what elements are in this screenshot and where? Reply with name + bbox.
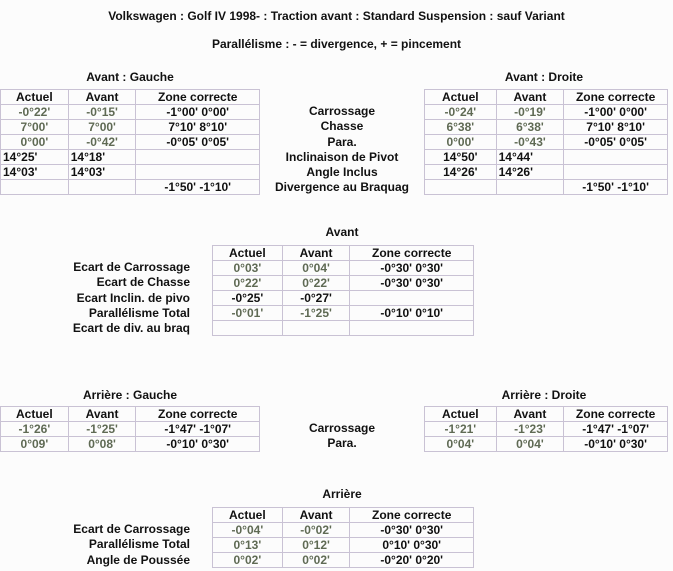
cell-zone: -0°30' 0°30' xyxy=(350,276,474,291)
cell-zone: -0°30' 0°30' xyxy=(350,523,474,538)
cell-actuel: 14°50' xyxy=(425,150,497,165)
rear-diff-table xyxy=(212,507,474,568)
cell-actuel: -0°24' xyxy=(425,105,497,120)
cell-actuel: 14°26' xyxy=(425,165,497,180)
col-zone: Zone correcte xyxy=(136,407,260,422)
row-label: Ecart de Carrossage xyxy=(73,522,190,536)
col-actuel: Actuel xyxy=(1,90,69,105)
rear-diff-title: Arrière xyxy=(322,487,362,501)
cell-actuel: -1°21' xyxy=(425,422,497,437)
col-actuel: Actuel xyxy=(213,508,283,523)
cell-avant: 14°26' xyxy=(496,165,564,180)
rear-left-table xyxy=(0,406,260,452)
cell-avant: 0°12' xyxy=(282,538,350,553)
col-actuel: Actuel xyxy=(425,407,497,422)
table-row xyxy=(213,291,474,306)
cell-zone: -0°05' 0°05' xyxy=(136,135,260,150)
table-row xyxy=(425,180,668,195)
table-row xyxy=(425,150,668,165)
cell-zone xyxy=(136,165,260,180)
table-row xyxy=(1,150,260,165)
cell-zone: -1°47' -1°07' xyxy=(564,422,668,437)
row-label: Parallélisme Total xyxy=(88,537,190,552)
cell-avant: 14°18' xyxy=(68,150,136,165)
col-zone: Zone correcte xyxy=(350,508,474,523)
cell-actuel: -1°26' xyxy=(1,422,69,437)
cell-zone: -0°10' 0°30' xyxy=(564,437,668,452)
col-actuel: Actuel xyxy=(1,407,69,422)
col-actuel: Actuel xyxy=(425,90,497,105)
row-label: Ecart de Chasse xyxy=(96,275,190,290)
col-zone: Zone correcte xyxy=(350,246,474,261)
row-label: Angle de Poussée xyxy=(86,552,190,567)
cell-avant: -0°19' xyxy=(496,105,564,120)
table-header-row xyxy=(425,90,668,105)
table-row xyxy=(425,105,668,120)
col-avant: Avant xyxy=(496,90,564,105)
table-header-row xyxy=(213,246,474,261)
cell-avant xyxy=(496,180,564,195)
cell-zone: -1°00' 0°00' xyxy=(136,105,260,120)
table-row xyxy=(1,437,260,452)
col-zone: Zone correcte xyxy=(564,90,668,105)
rear-right-table xyxy=(424,406,668,452)
cell-avant: -0°02' xyxy=(282,523,350,538)
rear-left-title: Arrière : Gauche xyxy=(82,388,178,402)
table-header-row xyxy=(1,90,260,105)
cell-actuel: 6°38' xyxy=(425,120,497,135)
table-row xyxy=(1,180,260,195)
cell-avant: -1°23' xyxy=(496,422,564,437)
cell-actuel: 0°02' xyxy=(213,553,283,568)
table-row xyxy=(213,321,474,336)
cell-actuel xyxy=(425,180,497,195)
cell-actuel: 0°00' xyxy=(425,135,497,150)
table-row xyxy=(213,523,474,538)
cell-avant: 0°08' xyxy=(68,437,136,452)
cell-actuel: -0°25' xyxy=(213,291,283,306)
table-header-row xyxy=(425,407,668,422)
cell-zone xyxy=(564,165,668,180)
cell-actuel: 0°13' xyxy=(213,538,283,553)
cell-actuel: 0°09' xyxy=(1,437,69,452)
cell-avant: -0°15' xyxy=(68,105,136,120)
cell-zone xyxy=(350,291,474,306)
cell-actuel: -0°04' xyxy=(213,523,283,538)
table-row xyxy=(1,105,260,120)
row-label: Chasse xyxy=(320,119,364,134)
col-zone: Zone correcte xyxy=(564,407,668,422)
front-diff-title: Avant xyxy=(325,225,359,239)
cell-avant: 6°38' xyxy=(496,120,564,135)
col-avant: Avant xyxy=(68,90,136,105)
table-row xyxy=(213,261,474,276)
cell-actuel xyxy=(213,321,283,336)
cell-actuel xyxy=(1,180,69,195)
col-avant: Avant xyxy=(496,407,564,422)
row-label: Angle Inclus xyxy=(306,165,378,180)
cell-actuel: 14°03' xyxy=(1,165,69,180)
toe-legend: Parallélisme : - = divergence, + = pincement xyxy=(211,37,462,51)
cell-zone: -0°05' 0°05' xyxy=(564,135,668,150)
col-zone: Zone correcte xyxy=(136,90,260,105)
cell-avant: -0°27' xyxy=(282,291,350,306)
table-row xyxy=(1,135,260,150)
col-actuel: Actuel xyxy=(213,246,283,261)
table-row xyxy=(213,538,474,553)
table-row xyxy=(425,437,668,452)
cell-avant: 0°02' xyxy=(282,553,350,568)
table-row xyxy=(213,553,474,568)
cell-avant: 0°22' xyxy=(282,276,350,291)
cell-avant: 0°04' xyxy=(282,261,350,276)
row-label: Inclinaison de Pivot xyxy=(285,149,399,164)
col-avant: Avant xyxy=(282,508,350,523)
cell-avant: 14°03' xyxy=(68,165,136,180)
table-row xyxy=(425,165,668,180)
table-row xyxy=(425,120,668,135)
cell-avant: 14°44' xyxy=(496,150,564,165)
rear-diff-labels xyxy=(30,522,190,568)
row-label: Carrossage xyxy=(308,421,376,435)
cell-zone: -1°50' -1°10' xyxy=(136,180,260,195)
cell-actuel: -0°22' xyxy=(1,105,69,120)
front-left-table xyxy=(0,89,260,195)
cell-avant: 7°00' xyxy=(68,120,136,135)
cell-actuel: 0°00' xyxy=(1,135,69,150)
rear-row-labels xyxy=(262,421,422,452)
cell-actuel: 7°00' xyxy=(1,120,69,135)
cell-zone xyxy=(136,150,260,165)
front-left-title: Avant : Gauche xyxy=(86,70,174,84)
table-header-row xyxy=(213,508,474,523)
cell-zone: -1°47' -1°07' xyxy=(136,422,260,437)
front-right-table xyxy=(424,89,668,195)
cell-avant: -1°25' xyxy=(68,422,136,437)
front-right-title: Avant : Droite xyxy=(504,70,584,84)
rear-right-title: Arrière : Droite xyxy=(501,388,587,402)
table-row xyxy=(1,422,260,437)
table-row xyxy=(425,135,668,150)
cell-zone: 7°10' 8°10' xyxy=(564,120,668,135)
table-row xyxy=(1,120,260,135)
table-row xyxy=(213,276,474,291)
cell-zone xyxy=(350,321,474,336)
cell-avant xyxy=(282,321,350,336)
cell-actuel: 0°04' xyxy=(425,437,497,452)
front-diff-table xyxy=(212,245,474,336)
row-label: Ecart Inclin. de pivo xyxy=(76,290,190,305)
cell-zone: -0°20' 0°20' xyxy=(350,553,474,568)
row-label: Ecart de Carrossage xyxy=(73,260,190,274)
row-label: Ecart de div. au braq xyxy=(72,321,190,336)
row-label: Para. xyxy=(327,134,357,149)
cell-avant: -0°42' xyxy=(68,135,136,150)
col-avant: Avant xyxy=(282,246,350,261)
row-label: Carrossage xyxy=(308,104,376,118)
col-avant: Avant xyxy=(68,407,136,422)
cell-actuel: 0°03' xyxy=(213,261,283,276)
cell-zone xyxy=(564,150,668,165)
front-diff-labels xyxy=(30,260,190,336)
page-title: Volkswagen : Golf IV 1998- : Traction avant : Standard Suspension : sauf Variant xyxy=(108,9,565,23)
row-label: Parallélisme Total xyxy=(88,305,190,320)
row-label: Para. xyxy=(327,436,357,451)
row-label: Divergence au Braquag xyxy=(274,180,410,195)
cell-zone: 7°10' 8°10' xyxy=(136,120,260,135)
cell-avant xyxy=(68,180,136,195)
cell-zone: -0°30' 0°30' xyxy=(350,261,474,276)
cell-actuel: 0°22' xyxy=(213,276,283,291)
cell-avant: 0°04' xyxy=(496,437,564,452)
front-row-labels xyxy=(262,104,422,196)
table-row xyxy=(213,306,474,321)
cell-avant: -1°25' xyxy=(282,306,350,321)
cell-avant: -0°43' xyxy=(496,135,564,150)
cell-actuel: 14°25' xyxy=(1,150,69,165)
cell-zone: -0°10' 0°30' xyxy=(136,437,260,452)
cell-zone: -1°00' 0°00' xyxy=(564,105,668,120)
table-header-row xyxy=(1,407,260,422)
table-row xyxy=(1,165,260,180)
table-row xyxy=(425,422,668,437)
cell-zone: -1°50' -1°10' xyxy=(564,180,668,195)
cell-actuel: -0°01' xyxy=(213,306,283,321)
cell-zone: 0°10' 0°30' xyxy=(350,538,474,553)
cell-zone: -0°10' 0°10' xyxy=(350,306,474,321)
